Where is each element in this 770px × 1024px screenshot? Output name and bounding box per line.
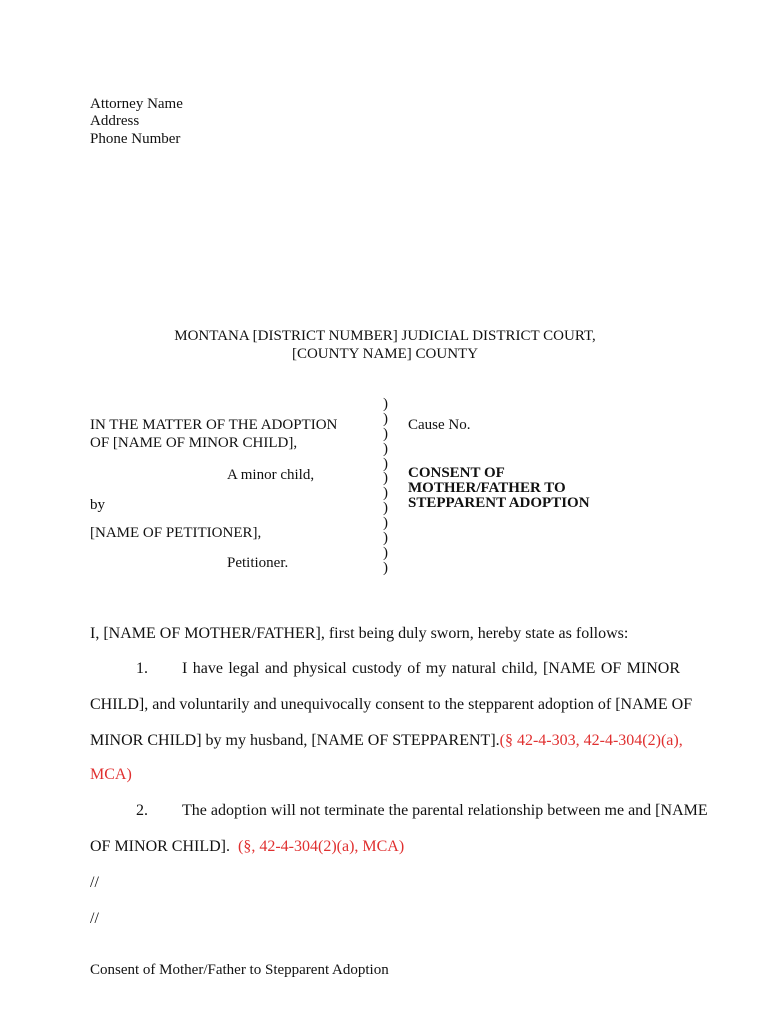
caption-paren: ) <box>383 530 388 547</box>
footer-document-title: Consent of Mother/Father to Stepparent Adoption <box>90 962 389 978</box>
caption-paren: ) <box>383 410 388 427</box>
paragraph-2-number: 2. <box>136 802 148 819</box>
caption-paren: ) <box>383 396 388 412</box>
caption-paren: ) <box>383 500 388 517</box>
intro-statement: I, [NAME OF MOTHER/FATHER], first being duly sworn, hereby state as follows: <box>90 625 629 642</box>
cause-number-label: Cause No. <box>408 417 471 433</box>
caption-paren: ) <box>383 470 388 487</box>
minor-child-label: A minor child, <box>227 467 315 483</box>
paragraph-1-citation: (§ 42-4-303, 42-4-304(2)(a), <box>499 732 683 749</box>
paragraph-1-line1: I have legal and physical custody of my natural child, [NAME OF MINOR <box>182 660 680 677</box>
caption-paren: ) <box>383 544 388 561</box>
paragraph-2-citation: (§, 42-4-304(2)(a), MCA) <box>238 838 405 855</box>
attorney-name: Attorney Name <box>90 96 183 112</box>
caption-paren: ) <box>383 455 388 472</box>
paragraph-1-number: 1. <box>136 660 148 677</box>
paragraph-2-line1: The adoption will not terminate the parental relationship between me and [NAME <box>182 802 708 819</box>
petitioner-name: [NAME OF PETITIONER], <box>90 525 262 541</box>
paragraph-2-line2-text: OF MINOR CHILD]. <box>90 838 230 855</box>
caption-paren: ) <box>383 440 388 457</box>
caption-paren: ) <box>383 559 388 576</box>
caption-paren: ) <box>383 425 388 442</box>
by-label: by <box>90 497 105 513</box>
document-title-line1: CONSENT OF <box>408 465 505 481</box>
caption-paren: ) <box>383 485 388 502</box>
attorney-address: Address <box>90 113 140 129</box>
court-heading-line1: MONTANA [DISTRICT NUMBER] JUDICIAL DISTRICT COURT, <box>174 328 596 344</box>
document-title-line3: STEPPARENT ADOPTION <box>408 495 590 511</box>
court-heading-line2: [COUNTY NAME] COUNTY <box>291 346 479 362</box>
matter-line1: IN THE MATTER OF THE ADOPTION <box>90 417 338 433</box>
document-title-line2: MOTHER/FATHER TO <box>408 480 566 496</box>
paragraph-1-line2: CHILD], and voluntarily and unequivocally consent to the stepparent adoption of [NAME OF <box>90 696 693 713</box>
matter-line2: OF [NAME OF MINOR CHILD], <box>90 435 298 451</box>
petitioner-label: Petitioner. <box>227 555 289 571</box>
continuation-slash-1: // <box>90 874 99 891</box>
attorney-phone: Phone Number <box>90 131 181 147</box>
paragraph-1-citation-end: MCA) <box>90 766 132 783</box>
paragraph-1-line3-text: MINOR CHILD] by my husband, [NAME OF STEPPARENT]. <box>90 732 500 749</box>
continuation-slash-2: // <box>90 910 99 927</box>
caption-paren: ) <box>383 515 388 532</box>
paragraph-2-line2 <box>90 838 404 856</box>
caption-divider <box>383 397 395 576</box>
paragraph-1-line3 <box>90 731 683 751</box>
